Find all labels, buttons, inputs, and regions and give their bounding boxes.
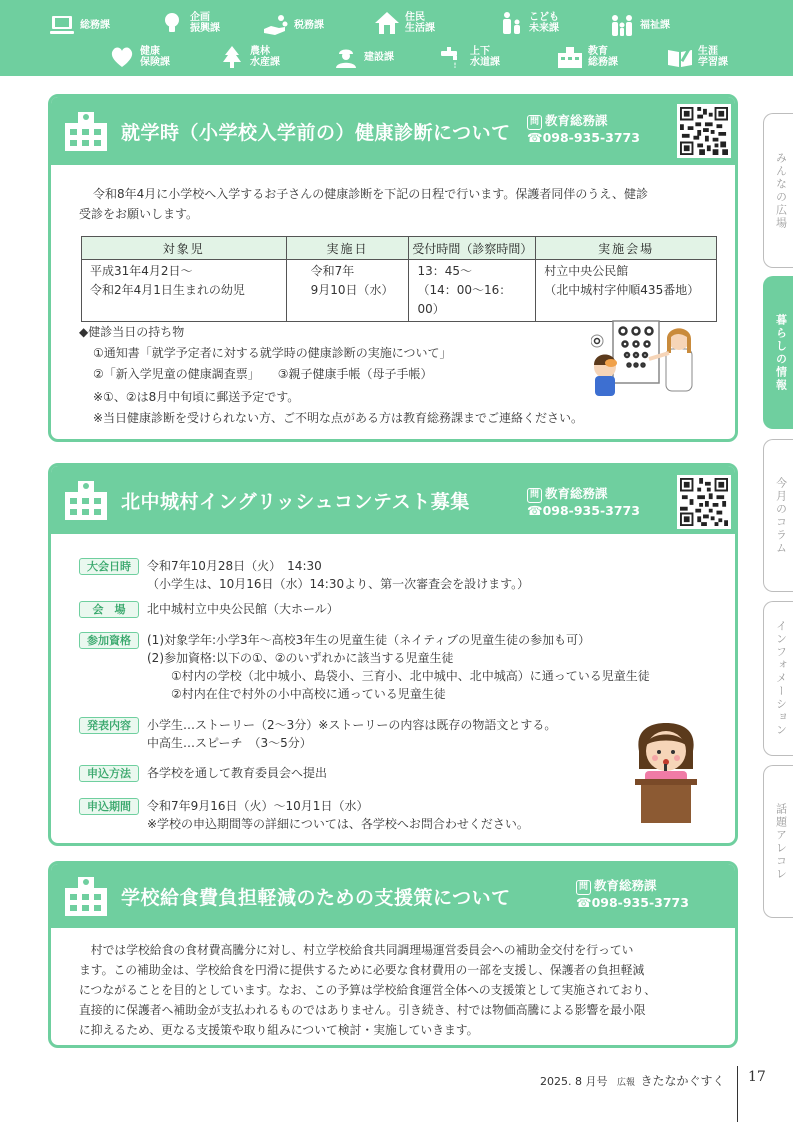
table-header-row (82, 237, 717, 260)
page-footer (540, 1072, 725, 1089)
dept-label: 総務課 (80, 19, 110, 31)
note-line: ※当日健康診断を受けられない方、ご不明な点がある方は教育総務課までご連絡ください。 (93, 411, 584, 425)
info-text: 小学生…ストーリー（2～3分）※ストーリーの内容は既存の物語文とする。 中高生…スピーチ （3～5分） (147, 718, 557, 750)
dept-label: 生涯 学習課 (698, 46, 728, 68)
contact-info (527, 113, 640, 146)
book-pen-icon (666, 44, 694, 70)
contact-phone: ☎098-935-3773 (527, 130, 640, 145)
section-header (51, 97, 735, 165)
table-cell: 村立中央公民館 （北中城村字仲順435番地） (536, 260, 717, 322)
tag-label: 申込方法 (79, 765, 139, 782)
paragraph-line: 村では学校給食の食材費高騰分に対し、村立学校給食共同調理場運営委員会への補助金交付を行ってい (79, 943, 634, 957)
dept-jumin[interactable] (373, 10, 435, 36)
dept-norin[interactable] (218, 44, 280, 70)
dept-kyoiku[interactable] (556, 44, 618, 70)
side-tab-kurashi[interactable] (763, 276, 793, 429)
info-text: (1)対象学年:小学3年～高校3年生の児童生徒（ネイティブの児童生徒の参加も可） (2)参加資格:以下の①、②のいずれかに該当する児童生徒 ①村内の学校（北中城小、島袋小、三育小、北中城中、北中城高）に通っている児童生徒 ②村内在住で村外の小中高校に通っている児童生徒 (147, 633, 650, 701)
dept-label: 上下 水道課 (470, 46, 500, 68)
house-icon (373, 10, 401, 36)
contact-dept: 教育総務課 (545, 486, 608, 501)
intro-line: 令和8年4月に小学校へ入学するお子さんの健康診断を下記の日程で行います。保護者同伴のうえ、健診 (93, 187, 649, 201)
dept-label: 福祉課 (640, 19, 670, 31)
dept-label: 建設課 (364, 51, 394, 63)
item-line: ①通知書「就学予定者に対する就学時の健康診断の実施について」 (93, 346, 452, 360)
hand-coins-icon (262, 12, 290, 38)
side-tab-info[interactable] (763, 601, 793, 756)
intro-paragraph (79, 184, 719, 224)
dept-fukushi[interactable] (608, 12, 670, 38)
school-icon (63, 874, 109, 918)
info-text: 令和7年10月28日（火） 14:30 （小学生は、10月16日（水）14:30より、第一次審査会を設けます。） (147, 559, 530, 591)
info-row-date (79, 557, 529, 593)
info-row-eligibility (79, 631, 650, 703)
magazine-label: 広報 (616, 1078, 635, 1088)
school-icon (556, 44, 584, 70)
dept-kodomo[interactable] (497, 10, 559, 36)
side-tab-column[interactable] (763, 439, 793, 592)
table-cell: 平成31年4月2日～ 令和2年4月1日生まれの幼児 (82, 260, 287, 322)
info-row-period (79, 797, 529, 833)
qr-code[interactable] (677, 475, 731, 529)
dept-label: 企画 振興課 (190, 12, 220, 34)
info-row-method (79, 764, 327, 782)
paragraph-line: ます。この補助金は、学校給食を円滑に提供するために必要な食材費用の一部を支援し、保護者の負担軽減 (79, 963, 645, 977)
health-checkup-section (48, 94, 738, 442)
school-lunch-section (48, 861, 738, 1048)
contact-dept: 教育総務課 (545, 113, 608, 128)
dept-kikaku[interactable] (158, 10, 220, 36)
inquiry-badge: 問 (527, 488, 542, 503)
eye-exam-illustration (591, 319, 701, 397)
dept-label: こども 未来課 (529, 12, 559, 34)
paragraph-line: につながることを目的としています。なお、この予算は学校給食運営全体への支援策として実施されており、 (79, 983, 656, 997)
dept-shogai[interactable] (666, 44, 728, 70)
info-text: 令和7年9月16日（火）～10月1日（水） ※学校の申込期間等の詳細については、各学校へお問合わせください。 (147, 799, 529, 831)
department-bar (0, 0, 793, 76)
table-header: 実施日 (286, 237, 409, 260)
tag-label: 発表内容 (79, 717, 139, 734)
items-heading: ◆健診当日の持ち物 (79, 325, 185, 339)
english-contest-section (48, 463, 738, 846)
tag-label: 参加資格 (79, 632, 139, 649)
table-row (82, 260, 717, 322)
family-icon (608, 12, 636, 38)
inquiry-badge: 問 (576, 880, 591, 895)
side-tab-label: インフォメーション (774, 620, 788, 737)
side-tab-label: 話題アレコレ (774, 802, 788, 881)
item-line: ②「新入学児童の健康調査票」 ③親子健康手帳（母子手帳） (93, 367, 433, 381)
dept-label: 農林 水産課 (250, 46, 280, 68)
section-header (51, 864, 735, 928)
contact-info (527, 486, 640, 519)
info-text: 北中城村立中央公民館（大ホール） (147, 602, 339, 616)
side-tab-label: 今月のコラム (774, 476, 788, 555)
tag-label: 大会日時 (79, 558, 139, 575)
side-tab-label: みんなの広場 (774, 151, 788, 230)
intro-line: 受診をお願いします。 (79, 207, 199, 221)
dept-kenko[interactable] (108, 44, 170, 70)
table-header: 受付時間（診察時間） (409, 237, 536, 260)
school-icon (63, 478, 109, 522)
speaker-illustration (631, 721, 701, 825)
qr-code-icon (680, 107, 728, 155)
table-cell: 令和7年 9月10日（水） (286, 260, 409, 322)
side-tab-minna[interactable] (763, 113, 793, 268)
contact-dept: 教育総務課 (594, 878, 657, 893)
computer-icon (48, 12, 76, 38)
contact-info (576, 878, 689, 911)
paragraph-line: に抑えるため、更なる支援策や取り組みについて検討・実施していきます。 (79, 1023, 479, 1037)
section-header (51, 466, 735, 534)
paragraph-line: 直接的に保護者へ補助金が支払われるものではありません。引き続き、村では物価高騰による影響を最小限 (79, 1003, 646, 1017)
table-header: 実施会場 (536, 237, 717, 260)
schedule-table (81, 236, 717, 322)
page-number: 17 (748, 1069, 766, 1085)
side-tab-label: 暮らしの情報 (774, 313, 788, 392)
tag-label: 会 場 (79, 601, 139, 618)
section-title: 北中城村イングリッシュコンテスト募集 (121, 490, 470, 513)
parent-child-icon (497, 10, 525, 36)
dept-soumu[interactable] (48, 12, 110, 38)
worker-icon (332, 44, 360, 70)
lunch-paragraph (79, 940, 729, 1040)
dept-kensetsu[interactable] (332, 44, 394, 70)
dept-label: 税務課 (294, 19, 324, 31)
dept-suido[interactable] (438, 44, 500, 70)
dept-label: 教育 総務課 (588, 46, 618, 68)
table-header: 対象児 (82, 237, 287, 260)
tree-icon (218, 44, 246, 70)
section-title: 就学時（小学校入学前の）健康診断について (121, 121, 511, 144)
lightbulb-icon (158, 10, 186, 36)
info-row-content (79, 716, 556, 752)
qr-code-icon (680, 478, 728, 526)
dept-zeimu[interactable] (262, 12, 324, 38)
inquiry-badge: 問 (527, 115, 542, 130)
dept-label: 健康 保険課 (140, 46, 170, 68)
qr-code[interactable] (677, 104, 731, 158)
faucet-icon (438, 44, 466, 70)
school-icon (63, 109, 109, 153)
contact-phone: ☎098-935-3773 (527, 503, 640, 518)
dept-label: 住民 生活課 (405, 12, 435, 34)
issue-label: 2025. 8 月号 (540, 1075, 608, 1088)
note-line: ※①、②は8月中旬頃に郵送予定です。 (93, 390, 300, 404)
magazine-name: きたなかぐすく (640, 1074, 725, 1088)
tag-label: 申込期間 (79, 798, 139, 815)
info-text: 各学校を通して教育委員会へ提出 (147, 766, 328, 780)
footer-divider (737, 1066, 738, 1122)
contact-phone: ☎098-935-3773 (576, 895, 689, 910)
section-title: 学校給食費負担軽減のための支援策について (121, 886, 511, 909)
side-tab-wadai[interactable] (763, 765, 793, 918)
heart-hands-icon (108, 44, 136, 70)
table-cell: 13：45～ （14：00～16：00） (409, 260, 536, 322)
info-row-venue (79, 600, 339, 618)
